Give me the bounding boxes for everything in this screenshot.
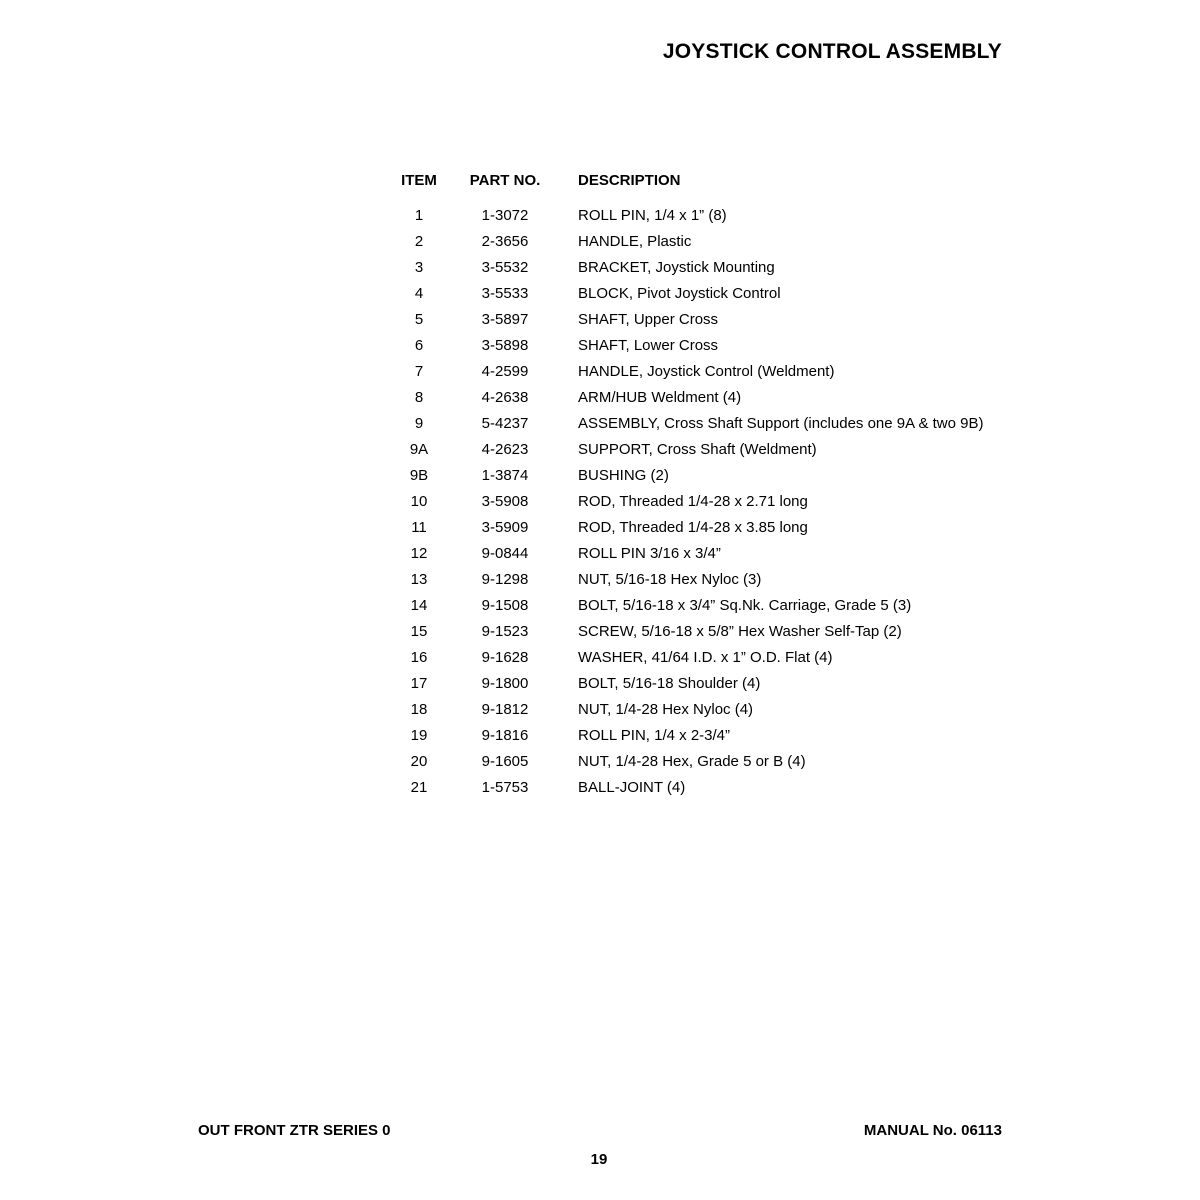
description-cell: BRACKET, Joystick Mounting <box>578 258 775 276</box>
item-cell: 7 <box>414 362 424 380</box>
page-title: JOYSTICK CONTROL ASSEMBLY <box>662 40 1002 63</box>
description-cell: ASSEMBLY, Cross Shaft Support (includes one 9A & two 9B) <box>578 414 984 432</box>
item-cell: 17 <box>410 674 428 692</box>
part-no-cell: 3-5908 <box>481 492 529 510</box>
table-header <box>388 168 984 192</box>
description-cell: ROLL PIN 3/16 x 3/4” <box>578 544 721 562</box>
item-cell: 20 <box>410 752 428 770</box>
part-no-cell: 9-1800 <box>481 674 529 692</box>
item-cell: 14 <box>410 596 428 614</box>
table-row <box>388 644 984 670</box>
part-no-cell: 1-3874 <box>481 466 529 484</box>
part-no-cell: 3-5533 <box>481 284 529 302</box>
part-no-cell: 2-3656 <box>481 232 529 250</box>
part-no-cell: 3-5897 <box>481 310 529 328</box>
part-no-cell: 5-4237 <box>481 414 529 432</box>
table-row <box>388 462 984 488</box>
description-cell: ROLL PIN, 1/4 x 1” (8) <box>578 206 727 224</box>
table-row <box>388 306 984 332</box>
item-cell: 9 <box>414 414 424 432</box>
description-cell: SCREW, 5/16-18 x 5/8” Hex Washer Self-Tap (2) <box>578 622 902 640</box>
table-row <box>388 280 984 306</box>
part-no-cell: 9-1812 <box>481 700 529 718</box>
part-no-cell: 9-0844 <box>481 544 529 562</box>
part-no-cell: 4-2599 <box>481 362 529 380</box>
table-row <box>388 332 984 358</box>
description-cell: BLOCK, Pivot Joystick Control <box>578 284 781 302</box>
item-cell: 1 <box>414 206 424 224</box>
part-no-cell: 1-5753 <box>481 778 529 796</box>
description-cell: ARM/HUB Weldment (4) <box>578 388 742 406</box>
part-no-cell: 4-2623 <box>481 440 529 458</box>
description-cell: NUT, 1/4-28 Hex, Grade 5 or B (4) <box>578 752 806 770</box>
part-no-cell: 9-1628 <box>481 648 529 666</box>
item-cell: 21 <box>410 778 428 796</box>
header-part-no: PART NO. <box>469 171 541 189</box>
item-cell: 9B <box>409 466 429 484</box>
table-row <box>388 228 984 254</box>
part-no-cell: 4-2638 <box>481 388 529 406</box>
item-cell: 10 <box>410 492 428 510</box>
part-no-cell: 3-5909 <box>481 518 529 536</box>
item-cell: 16 <box>410 648 428 666</box>
table-row <box>388 358 984 384</box>
item-cell: 11 <box>411 518 427 536</box>
description-cell: ROD, Threaded 1/4-28 x 2.71 long <box>578 492 808 510</box>
item-cell: 5 <box>414 310 424 328</box>
table-row <box>388 592 984 618</box>
table-row <box>388 670 984 696</box>
description-cell: HANDLE, Plastic <box>578 232 692 250</box>
part-no-cell: 9-1605 <box>481 752 529 770</box>
item-cell: 3 <box>414 258 424 276</box>
part-no-cell: 9-1298 <box>481 570 529 588</box>
description-cell: BOLT, 5/16-18 Shoulder (4) <box>578 674 761 692</box>
table-row <box>388 254 984 280</box>
header-item: ITEM <box>401 171 437 189</box>
part-no-cell: 1-3072 <box>481 206 529 224</box>
description-cell: SHAFT, Upper Cross <box>578 310 719 328</box>
description-cell: BOLT, 5/16-18 x 3/4” Sq.Nk. Carriage, Grade 5 (3) <box>578 596 912 614</box>
part-no-cell: 9-1523 <box>481 622 529 640</box>
footer-manual-number: MANUAL No. 06113 <box>863 1122 1002 1139</box>
item-cell: 4 <box>414 284 424 302</box>
item-cell: 8 <box>414 388 424 406</box>
table-row <box>388 488 984 514</box>
table-row <box>388 540 984 566</box>
item-cell: 6 <box>414 336 424 354</box>
item-cell: 19 <box>410 726 428 744</box>
table-row <box>388 774 984 800</box>
description-cell: WASHER, 41/64 I.D. x 1” O.D. Flat (4) <box>578 648 833 666</box>
footer-series: OUT FRONT ZTR SERIES 0 <box>198 1122 391 1139</box>
part-no-cell: 3-5898 <box>481 336 529 354</box>
table-body <box>388 202 984 800</box>
item-cell: 18 <box>410 700 428 718</box>
part-no-cell: 9-1816 <box>481 726 529 744</box>
description-cell: ROD, Threaded 1/4-28 x 3.85 long <box>578 518 808 536</box>
table-row <box>388 410 984 436</box>
part-no-cell: 9-1508 <box>481 596 529 614</box>
table-row <box>388 384 984 410</box>
description-cell: NUT, 1/4-28 Hex Nyloc (4) <box>578 700 754 718</box>
table-row <box>388 748 984 774</box>
page-number: 19 <box>590 1151 608 1168</box>
item-cell: 13 <box>410 570 428 588</box>
table-row <box>388 722 984 748</box>
header-description: DESCRIPTION <box>578 171 681 189</box>
table-row <box>388 696 984 722</box>
description-cell: BALL-JOINT (4) <box>578 778 686 796</box>
part-no-cell: 3-5532 <box>481 258 529 276</box>
description-cell: SHAFT, Lower Cross <box>578 336 719 354</box>
table-row <box>388 618 984 644</box>
item-cell: 12 <box>410 544 428 562</box>
table-row <box>388 514 984 540</box>
description-cell: BUSHING (2) <box>578 466 669 484</box>
table-row <box>388 202 984 228</box>
description-cell: SUPPORT, Cross Shaft (Weldment) <box>578 440 817 458</box>
table-row <box>388 566 984 592</box>
item-cell: 2 <box>414 232 424 250</box>
description-cell: ROLL PIN, 1/4 x 2-3/4” <box>578 726 731 744</box>
description-cell: NUT, 5/16-18 Hex Nyloc (3) <box>578 570 762 588</box>
item-cell: 15 <box>410 622 428 640</box>
item-cell: 9A <box>409 440 429 458</box>
table-row <box>388 436 984 462</box>
description-cell: HANDLE, Joystick Control (Weldment) <box>578 362 835 380</box>
parts-table <box>388 168 984 800</box>
